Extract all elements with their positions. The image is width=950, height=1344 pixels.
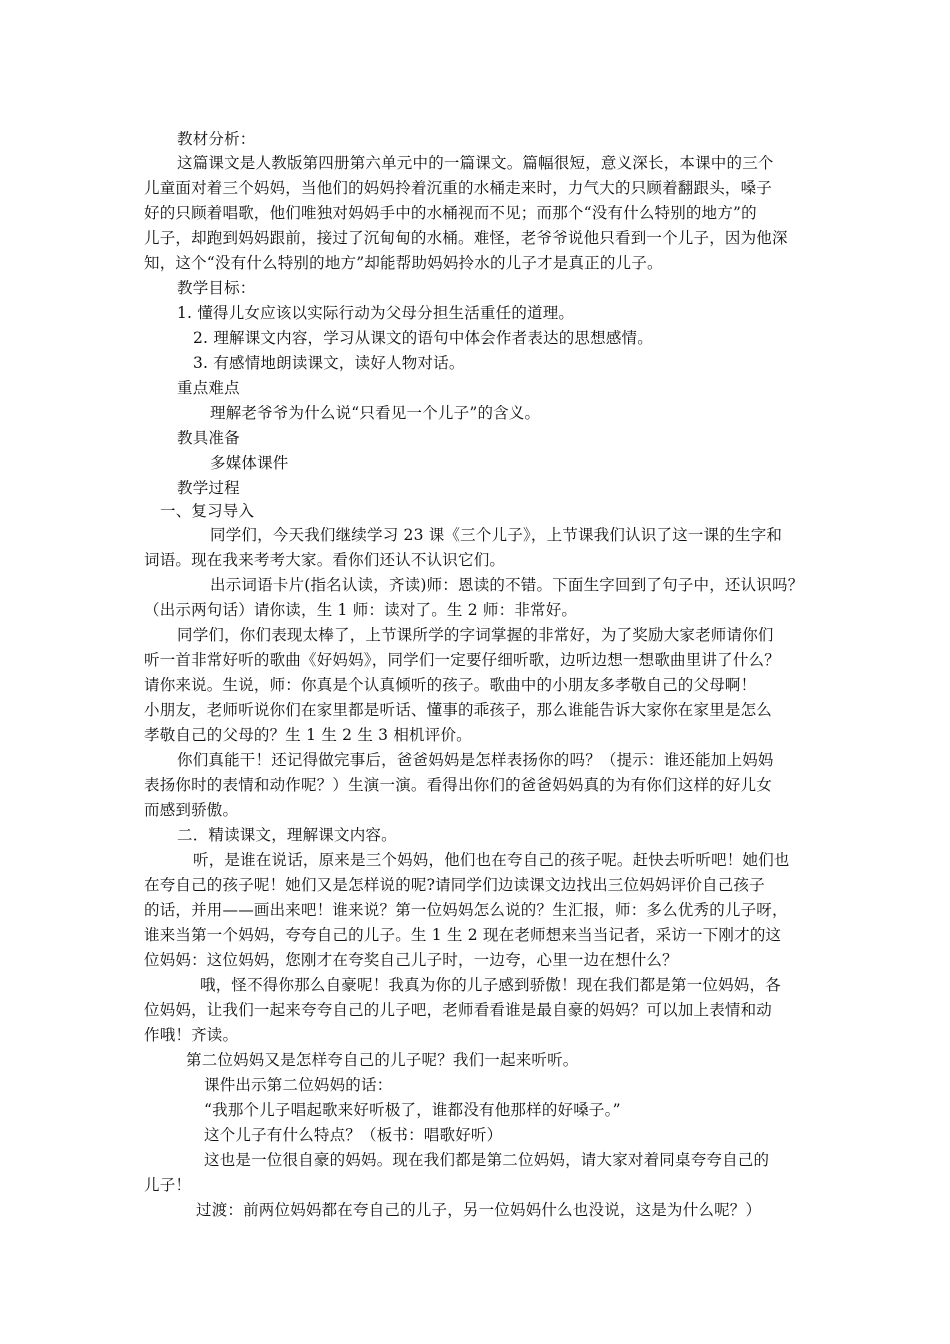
section-heading-teaching-aids: 教具准备 [177, 429, 240, 447]
paragraph-line: 作哦！齐读。 [144, 1026, 239, 1044]
paragraph-line: 孝敬自己的父母的？生 1 生 2 生 3 相机评价。 [144, 726, 472, 744]
paragraph-line: 儿子，却跑到妈妈跟前，接过了沉甸甸的水桶。难怪，老爷爷说他只看到一个儿子，因为他深 [144, 229, 788, 247]
paragraph-line: 在夸自己的孩子呢！她们又是怎样说的呢?请同学们边读课文边找出三位妈妈评价自己孩子 [144, 876, 765, 894]
paragraph-line: 这个儿子有什么特点？（板书：唱歌好听） [204, 1126, 503, 1144]
paragraph-line: 儿子！ [144, 1176, 192, 1194]
paragraph-line: 而感到骄傲。 [144, 801, 239, 819]
paragraph-line: 谁来当第一个妈妈，夸夸自己的儿子。生 1 生 2 现在老师想来当当记者，采访一下刚才的这 [144, 926, 782, 944]
paragraph-line: 请你来说。生说，师：你真是个认真倾听的孩子。歌曲中的小朋友多孝敬自己的父母啊！ [144, 676, 757, 694]
paragraph-line: 表扬你时的表情和动作呢？）生演一演。看得出你们的爸爸妈妈真的为有你们这样的好儿女 [144, 776, 773, 794]
paragraph-line: 词语。现在我来考考大家。看你们还认不认识它们。 [144, 551, 506, 569]
paragraph-line: 听一首非常好听的歌曲《好妈妈》，同学们一定要仔细听歌，边听边想一想歌曲里讲了什么？ [144, 651, 780, 669]
paragraph-line: 这也是一位很自豪的妈妈。现在我们都是第二位妈妈，请大家对着同桌夸夸自己的 [204, 1151, 770, 1169]
goal-item: 3. 有感情地朗读课文，读好人物对话。 [193, 354, 465, 372]
paragraph-line: 听，是谁在说话，原来是三个妈妈，他们也在夸自己的孩子呢。赶快去听听吧！她们也 [193, 851, 790, 869]
paragraph-line: 好的只顾着唱歌，他们唯独对妈妈手中的水桶视而不见；而那个“没有什么特别的地方”的 [144, 204, 757, 222]
paragraph-line: （出示两句话）请你读，生 1 师：读对了。生 2 师：非常好。 [144, 601, 578, 619]
goal-item: 1. 懂得儿女应该以实际行动为父母分担生活重任的道理。 [177, 304, 575, 322]
paragraph-line: 第二位妈妈又是怎样夸自己的儿子呢？我们一起来听听。 [186, 1051, 579, 1069]
paragraph-line: 小朋友，老师听说你们在家里都是听话、懂事的乖孩子，那么谁能告诉大家你在家里是怎么 [144, 701, 773, 719]
section-heading-teaching-process: 教学过程 [177, 479, 240, 497]
section-heading-close-reading: 二．精读课文，理解课文内容。 [177, 826, 397, 844]
paragraph-line: 的话，并用——画出来吧！谁来说？第一位妈妈怎么说的？生汇报，师：多么优秀的儿子呀， [144, 901, 788, 919]
quote-line: “我那个儿子唱起歌来好听极了，谁都没有他那样的好嗓子。” [204, 1101, 621, 1119]
paragraph-line: 课件出示第二位妈妈的话： [204, 1076, 393, 1094]
paragraph-line: 理解老爷爷为什么说“只看见一个儿子”的含义。 [210, 404, 541, 422]
paragraph-line: 儿童面对着三个妈妈，当他们的妈妈拎着沉重的水桶走来时，力气大的只顾着翻跟头，嗓子 [144, 179, 773, 197]
section-heading-review: 一、复习导入 [160, 502, 255, 520]
paragraph-line: 知，这个“没有什么特别的地方”却能帮助妈妈拎水的儿子才是真正的儿子。 [144, 254, 663, 272]
paragraph-line: 过渡：前两位妈妈都在夸自己的儿子，另一位妈妈什么也没说，这是为什么呢？） [196, 1201, 762, 1219]
paragraph-line: 出示词语卡片(指名认读，齐读)师：恩读的不错。下面生字回到了句子中，还认识吗？ [210, 576, 804, 594]
section-heading-teaching-goals: 教学目标： [177, 279, 256, 297]
paragraph-line: 哦，怪不得你那么自豪呢！我真为你的儿子感到骄傲！现在我们都是第一位妈妈，各 [200, 976, 781, 994]
paragraph-line: 同学们，今天我们继续学习 23 课《三个儿子》，上节课我们认识了这一课的生字和 [210, 526, 783, 544]
section-heading-key-points: 重点难点 [177, 379, 240, 397]
goal-item: 2. 理解课文内容，学习从课文的语句中体会作者表达的思想感情。 [193, 329, 653, 347]
section-heading-textbook-analysis: 教材分析： [177, 130, 256, 148]
paragraph-line: 你们真能干！还记得做完事后，爸爸妈妈是怎样表扬你的吗？（提示：谁还能加上妈妈 [177, 751, 774, 769]
paragraph-line: 这篇课文是人教版第四册第六单元中的一篇课文。篇幅很短，意义深长，本课中的三个 [177, 154, 774, 172]
paragraph-line: 位妈妈：这位妈妈，您刚才在夸奖自己儿子时，一边夸，心里一边在想什么？ [144, 951, 678, 969]
paragraph-line: 同学们，你们表现太棒了，上节课所学的字词掌握的非常好，为了奖励大家老师请你们 [177, 626, 774, 644]
paragraph-line: 多媒体课件 [210, 454, 289, 472]
paragraph-line: 位妈妈，让我们一起来夸夸自己的儿子吧，老师看看谁是最自豪的妈妈？可以加上表情和动 [144, 1001, 773, 1019]
